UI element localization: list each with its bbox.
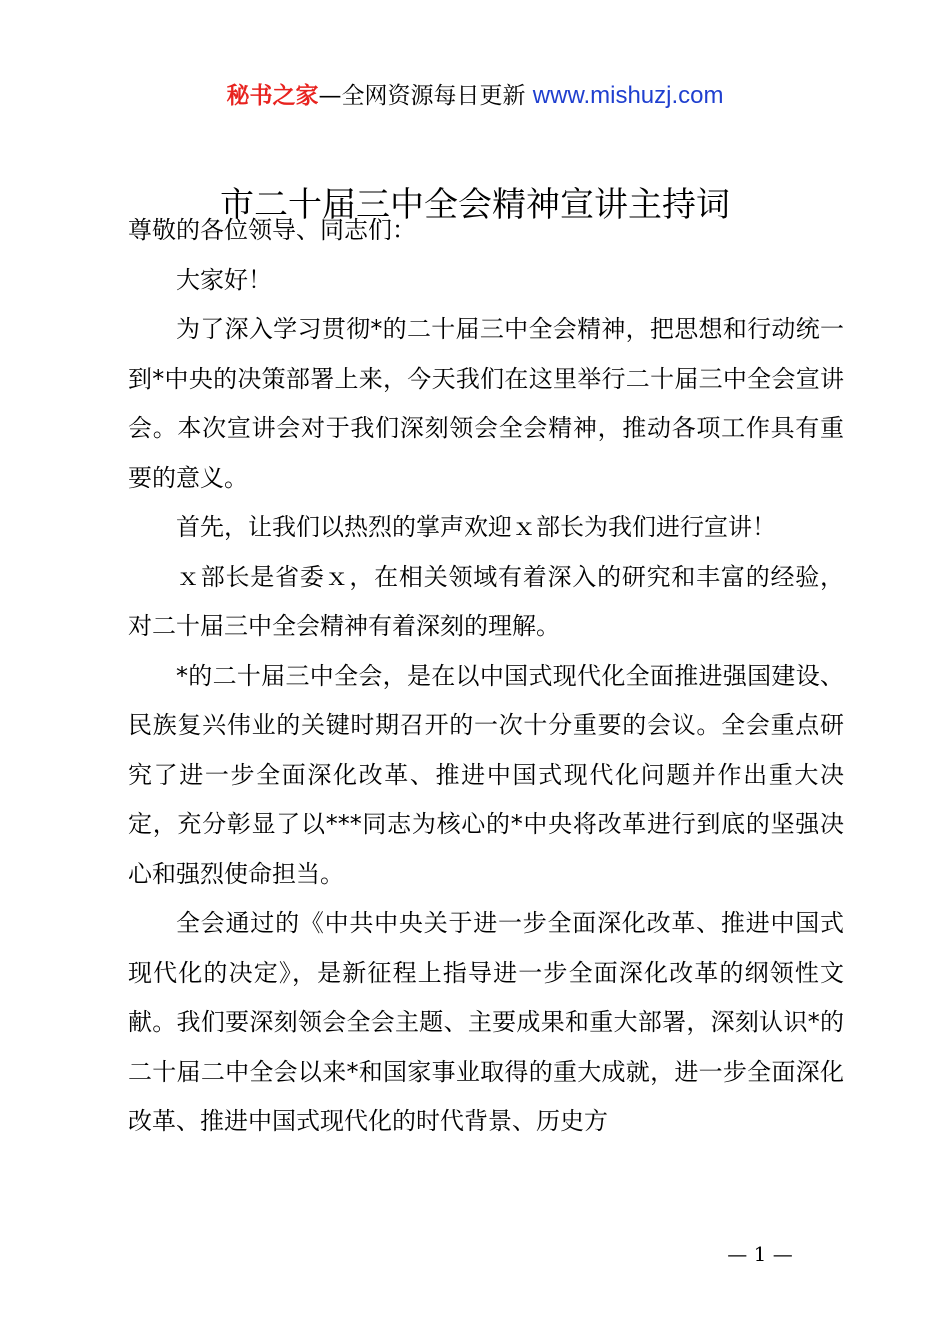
greeting-paragraph: 大家好！ bbox=[176, 265, 272, 294]
header-tagline: —全网资源每日更新 bbox=[318, 83, 533, 109]
body-paragraph: 全会通过的《中共中央关于进一步全面深化改革、推进中国式现代化的决定》，是新征程上指导进一步全面深化改革的纲领性文献。我们要深刻领会全会主题、主要成果和重大部署，深刻认识*的二十届二中全会以来*和国家事业取得的重大成就，进一步全面深化改革、推进中国式现代化的时代背景、历史方 bbox=[128, 909, 844, 1135]
body-paragraph: 为了深入学习贯彻*的二十届三中全会精神，把思想和行动统一到*中央的决策部署上来，今天我们在这里举行二十届三中全会宣讲会。本次宣讲会对于我们深刻领会全会精神，推动各项工作具有重要的意义。 bbox=[128, 315, 844, 492]
site-header bbox=[0, 80, 950, 112]
document-body bbox=[128, 206, 844, 1147]
body-paragraph: ｘ部长是省委ｘ，在相关领域有着深入的研究和丰富的经验，对二十届三中全会精神有着深刻的理解。 bbox=[128, 562, 844, 640]
document-title: 市二十届三中全会精神宣讲主持词 bbox=[220, 185, 730, 225]
page-number: — 1 — bbox=[727, 1242, 793, 1266]
body-paragraph: 首先，让我们以热烈的掌声欢迎ｘ部长为我们进行宣讲！ bbox=[176, 513, 776, 541]
body-paragraph: *的二十届三中全会，是在以中国式现代化全面推进强国建设、民族复兴伟业的关键时期召开的一次十分重要的会议。全会重点研究了进一步全面深化改革、推进中国式现代化问题并作出重大决定，充分彰显了以***同志为核心的*中央将改革进行到底的坚强决心和强烈使命担当。 bbox=[128, 661, 844, 888]
header-url-link[interactable]: www.mishuzj.com bbox=[532, 82, 724, 109]
header-brand: 秘书之家 bbox=[226, 83, 319, 109]
salutation-paragraph: 尊敬的各位领导、同志们： bbox=[128, 216, 416, 244]
